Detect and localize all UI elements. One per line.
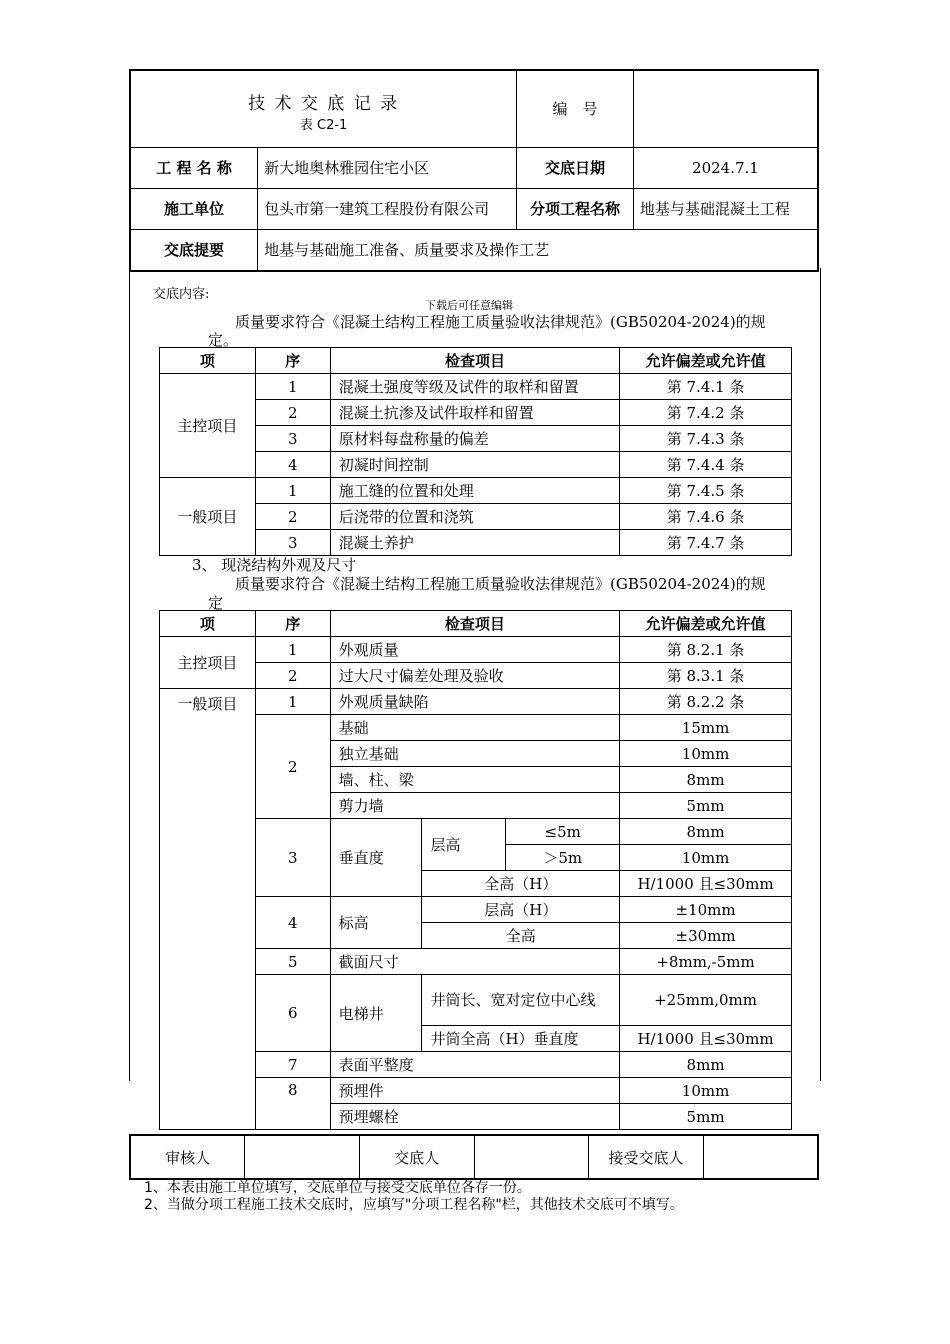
- row-number: 1: [255, 374, 330, 400]
- inspection-table-2: [159, 610, 792, 1130]
- row-number: 8: [255, 1078, 330, 1130]
- watermark-text: 下载后可任意编辑: [425, 299, 513, 312]
- row-item: 初凝时间控制: [330, 452, 619, 478]
- row-value: 第 8.2.1 条: [620, 637, 792, 663]
- row-value: +25mm,0mm: [620, 975, 792, 1026]
- row-value: 第 7.4.3 条: [620, 426, 792, 452]
- row-number: 4: [255, 452, 330, 478]
- subproject-label: 分项工程名称: [517, 188, 634, 229]
- row-value: 第 7.4.6 条: [620, 504, 792, 530]
- content-label: 交底内容:: [153, 287, 210, 302]
- signature-table: [129, 1134, 819, 1180]
- row-item: 混凝土抗渗及试件取样和留置: [330, 400, 619, 426]
- row-number: 3: [255, 819, 330, 897]
- row-value: ±10mm: [620, 897, 792, 923]
- row-value: 第 8.3.1 条: [620, 663, 792, 689]
- table-row: [160, 478, 792, 504]
- discloser-field[interactable]: [474, 1135, 589, 1179]
- row-item: 施工缝的位置和处理: [330, 478, 619, 504]
- subproject-value: 地基与基础混凝土工程: [633, 188, 818, 229]
- table-row: [160, 689, 792, 715]
- row-condition: 层高（H）: [422, 897, 620, 923]
- col-header-value: 允许偏差或允许值: [620, 348, 792, 374]
- row-number: 1: [255, 637, 330, 663]
- row-number: 3: [255, 530, 330, 556]
- row-item: 过大尺寸偏差处理及验收: [330, 663, 619, 689]
- row-item: 基础: [330, 715, 619, 741]
- col-header-category: 项: [160, 348, 256, 374]
- date-label: 交底日期: [517, 147, 634, 188]
- row-number: 2: [255, 663, 330, 689]
- row-value: H/1000 且≤30mm: [620, 1026, 792, 1052]
- row-number: 5: [255, 949, 330, 975]
- row-value: H/1000 且≤30mm: [620, 871, 792, 897]
- row-value: 第 7.4.4 条: [620, 452, 792, 478]
- form-number: 表 C2-1: [299, 117, 348, 133]
- row-item: 预埋螺栓: [330, 1104, 619, 1130]
- date-value: 2024.7.1: [633, 147, 818, 188]
- row-value: 8mm: [620, 819, 792, 845]
- row-condition: 全高（H）: [422, 871, 620, 897]
- discloser-label: 交底人: [359, 1135, 474, 1179]
- unit-value: 包头市第一建筑工程股份有限公司: [258, 188, 517, 229]
- row-value: 10mm: [620, 741, 792, 767]
- row-value: 5mm: [620, 793, 792, 819]
- row-item: 预埋件: [330, 1078, 619, 1104]
- row-item: 混凝土养护: [330, 530, 619, 556]
- paragraph-1-line-1: 质量要求符合《混凝土结构工程施工质量验收法律规范》(GB50204-2024)的规: [235, 313, 766, 331]
- group-general: 一般项目: [160, 689, 256, 1130]
- document-title: 技 术 交 底 记 录: [248, 93, 400, 114]
- row-item: 截面尺寸: [330, 949, 619, 975]
- row-value: +8mm,-5mm: [620, 949, 792, 975]
- row-item: 表面平整度: [330, 1052, 619, 1078]
- row-value: 10mm: [620, 1078, 792, 1104]
- row-item: 剪力墙: [330, 793, 619, 819]
- row-value: 第 7.4.2 条: [620, 400, 792, 426]
- row-condition: ≤5m: [506, 819, 620, 845]
- inspection-table-1: [159, 347, 792, 556]
- row-number: 3: [255, 426, 330, 452]
- summary-label: 交底提要: [130, 229, 258, 271]
- group-main-control: 主控项目: [160, 374, 256, 478]
- row-item: 墙、柱、梁: [330, 767, 619, 793]
- row-item: 外观质量: [330, 637, 619, 663]
- paragraph-2-line-1: 质量要求符合《混凝土结构工程施工质量验收法律规范》(GB50204-2024)的规: [235, 575, 766, 593]
- row-value: 第 7.4.7 条: [620, 530, 792, 556]
- footnote-1: 1、本表由施工单位填写，交底单位与接受交底单位各存一份。: [144, 1180, 531, 1196]
- paragraph-2-line-2: 定: [208, 594, 224, 612]
- row-value: 第 7.4.5 条: [620, 478, 792, 504]
- row-item: 原材料每盘称量的偏差: [330, 426, 619, 452]
- row-condition: ＞5m: [506, 845, 620, 871]
- footnotes: [144, 1180, 684, 1214]
- row-condition: 井筒长、宽对定位中心线: [422, 975, 620, 1026]
- code-value[interactable]: [633, 70, 818, 147]
- row-value: ±30mm: [620, 923, 792, 949]
- col-header-category: 项: [160, 611, 256, 637]
- row-value: 8mm: [620, 1052, 792, 1078]
- row-item: 垂直度: [330, 819, 422, 897]
- row-number: 2: [255, 504, 330, 530]
- row-value: 15mm: [620, 715, 792, 741]
- row-subitem: 层高: [422, 819, 506, 871]
- paragraph-1-line-2: 定。: [208, 331, 239, 349]
- row-item: 电梯井: [330, 975, 422, 1052]
- row-number: 6: [255, 975, 330, 1052]
- row-value: 第 8.2.2 条: [620, 689, 792, 715]
- table-row: [160, 374, 792, 400]
- section-3-heading: 3、 现浇结构外观及尺寸: [192, 556, 357, 574]
- code-label: 编 号: [517, 70, 634, 147]
- row-condition: 全高: [422, 923, 620, 949]
- row-item: 后浇带的位置和浇筑: [330, 504, 619, 530]
- col-header-number: 序: [255, 348, 330, 374]
- row-number: 7: [255, 1052, 330, 1078]
- unit-label: 施工单位: [130, 188, 258, 229]
- receiver-field[interactable]: [703, 1135, 818, 1179]
- summary-value: 地基与基础施工准备、质量要求及操作工艺: [258, 229, 818, 271]
- project-label: 工 程 名 称: [130, 147, 258, 188]
- row-number: 4: [255, 897, 330, 949]
- group-main-control: 主控项目: [160, 637, 256, 689]
- row-item: 独立基础: [330, 741, 619, 767]
- row-item: 标高: [330, 897, 422, 949]
- table-row: [160, 637, 792, 663]
- col-header-value: 允许偏差或允许值: [620, 611, 792, 637]
- row-number: 1: [255, 689, 330, 715]
- receiver-label: 接受交底人: [589, 1135, 704, 1179]
- row-item: 混凝土强度等级及试件的取样和留置: [330, 374, 619, 400]
- row-number: 1: [255, 478, 330, 504]
- row-value: 5mm: [620, 1104, 792, 1130]
- header-table: [129, 69, 819, 272]
- row-number: 2: [255, 715, 330, 819]
- row-condition: 井筒全高（H）垂直度: [422, 1026, 620, 1052]
- row-value: 10mm: [620, 845, 792, 871]
- title-cell: [130, 70, 517, 147]
- reviewer-label: 审核人: [130, 1135, 245, 1179]
- footnote-2: 2、当做分项工程施工技术交底时，应填写"分项工程名称"栏，其他技术交底可不填写。: [144, 1197, 684, 1213]
- col-header-item: 检查项目: [330, 348, 619, 374]
- col-header-number: 序: [255, 611, 330, 637]
- row-item: 外观质量缺陷: [330, 689, 619, 715]
- reviewer-field[interactable]: [245, 1135, 360, 1179]
- row-number: 2: [255, 400, 330, 426]
- row-value: 8mm: [620, 767, 792, 793]
- col-header-item: 检查项目: [330, 611, 619, 637]
- project-value: 新大地奥林雅园住宅小区: [258, 147, 517, 188]
- row-value: 第 7.4.1 条: [620, 374, 792, 400]
- group-general: 一般项目: [160, 478, 256, 556]
